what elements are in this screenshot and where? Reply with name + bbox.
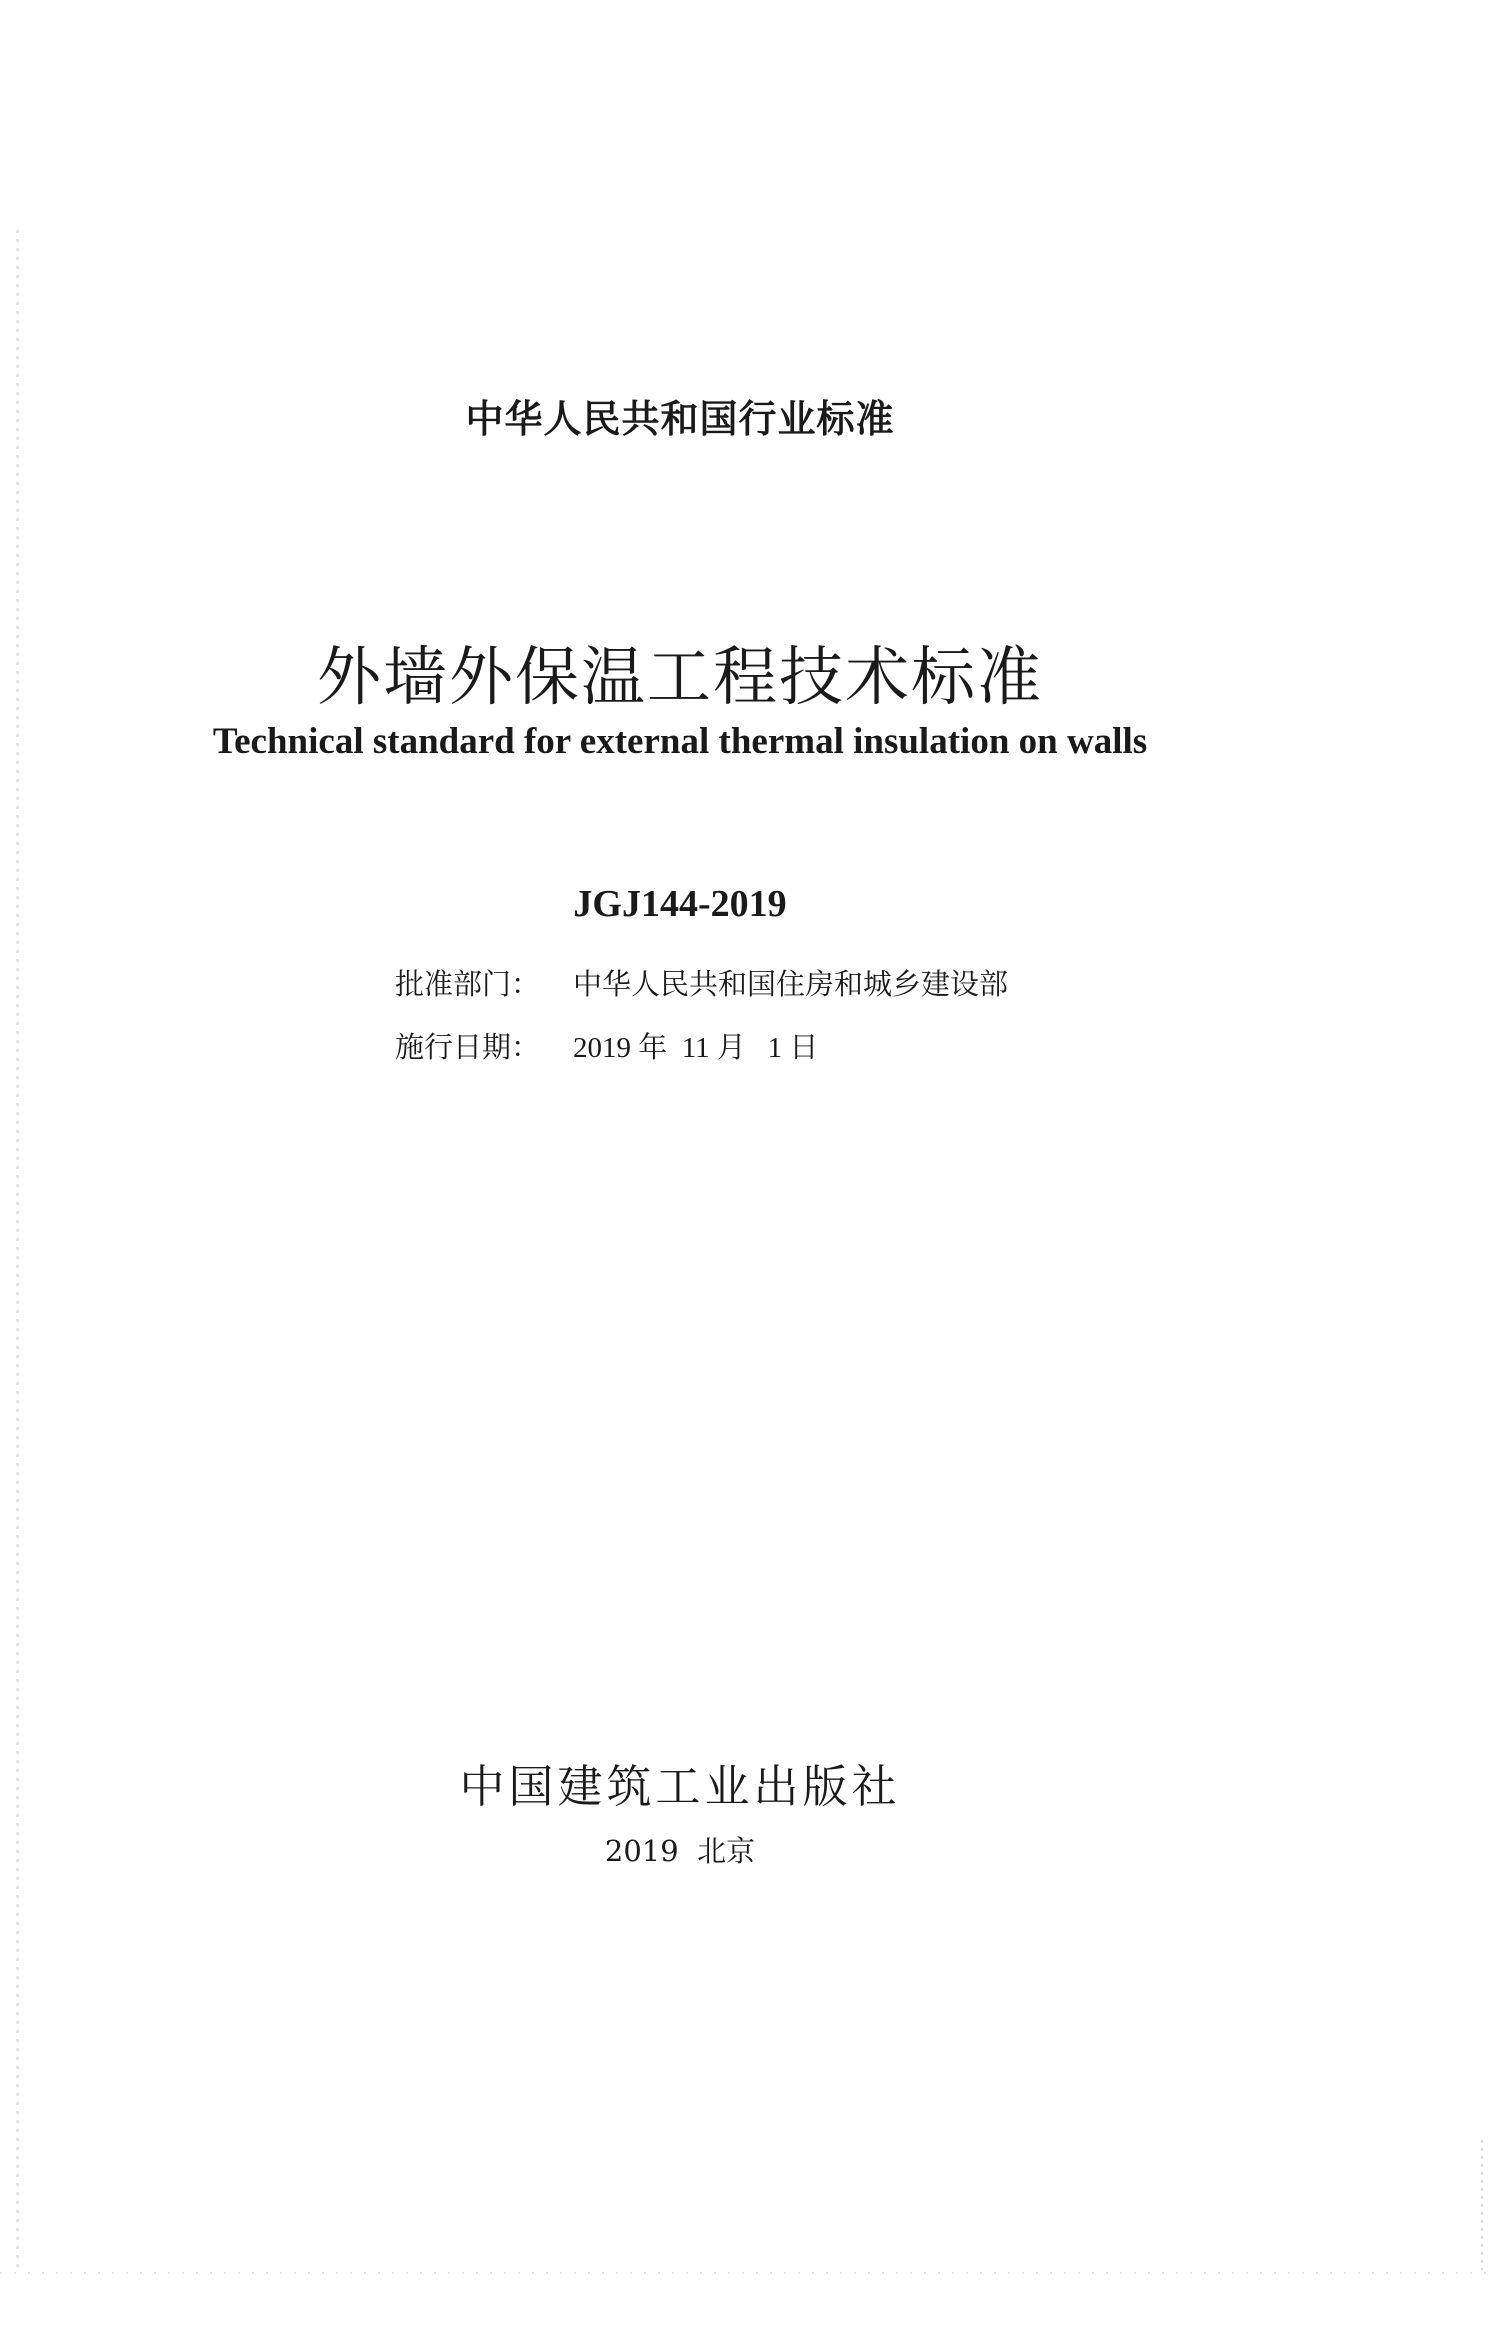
- scan-edge-left: [16, 230, 19, 2270]
- publisher-name: 中国建筑工业出版社: [459, 1760, 901, 1813]
- scan-edge-right: [1481, 2140, 1483, 2270]
- approval-line: [395, 962, 1008, 1003]
- scan-edge-bottom: [0, 2272, 1497, 2274]
- effective-date-label: 施行日期：: [395, 1030, 541, 1064]
- approval-label: 批准部门：: [395, 967, 541, 1001]
- standard-code: JGJ144-2019: [573, 883, 787, 925]
- title-english: Technical standard for external thermal insulation on walls: [212, 721, 1148, 762]
- title-chinese: 外墙外保温工程技术标准: [317, 641, 1043, 715]
- publication-place-year: 2019 北京: [604, 1834, 756, 1868]
- effective-date-value: 2019 年 11 月 1 日: [573, 1032, 819, 1064]
- standard-series: 中华人民共和国行业标准: [465, 397, 895, 441]
- approval-value: 中华人民共和国住房和城乡建设部: [573, 967, 1009, 1001]
- effective-date-line: [395, 1025, 818, 1066]
